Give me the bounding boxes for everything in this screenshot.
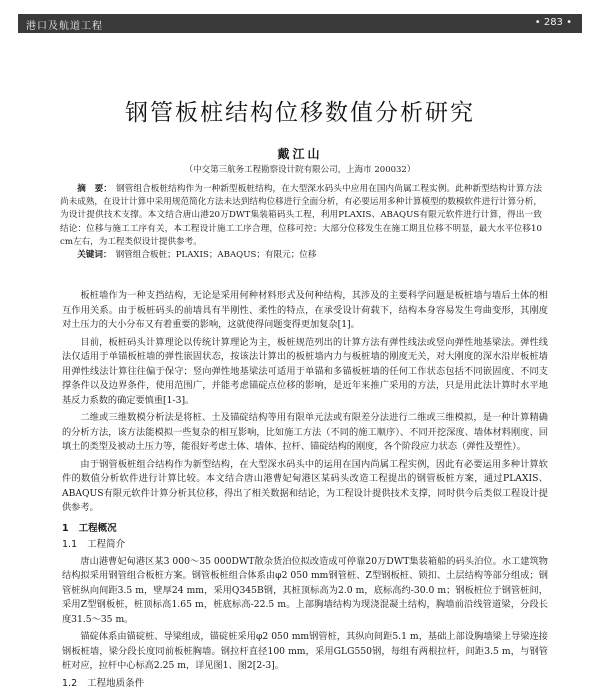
subsection-number: 1.1	[62, 539, 78, 550]
paragraph-project: 唐山港曹妃甸港区某3 000～35 000DWT散杂货泊位拟改造成可停靠20万DWT集装箱船的码头泊位。水工建筑物结构拟采用钢管组合板桩方案。钢管板桩组合体系由φ2 050 mm钢管桩、Z型钢板桩、锁扣、土层结构等部分组成；钢管桩纵向间距3.5 m，壁厚24 mm，采用Q345B钢，其桩顶标高为2.0 m，底标高约-30.0 m；钢板桩位于钢管桩间，采用Z型钢板桩，桩顶标高1.65 m，桩底标高-22.5 m。上部胸墙结构为现浇混凝土结构，胸墙前沿线管道梁，分段长度31.5～35 m。	[62, 555, 548, 625]
keywords-label: 关键词：	[77, 250, 112, 261]
keywords-line	[60, 249, 542, 262]
body-text	[62, 289, 548, 693]
section-title: 工程概况	[78, 522, 117, 534]
author-affiliation: （中交第三航务工程勘察设计院有限公司，上海市 200032）	[184, 165, 416, 175]
paragraph-numerical: 二维或三维数模分析法是将桩、土及锚碇结构等用有限单元法或有限差分法进行二维或三维模拟，是一种计算精确的分析方法，该方法能模拟一些复杂的相互影响，比如施工方法（不同的施工顺序）、不同开挖深度、墙体材料刚度、回填土的类型及被动土压力等，能很好考虑土体、墙体、拉杆、锚碇结构的刚度，各个阶段应力状态（弹性及塑性）。	[62, 412, 548, 452]
paragraph-anchor: 锚碇体系由锚碇桩、导梁组成，锚碇桩采用φ2 050 mm钢管桩，其纵向间距5.1 m，基础上部设胸墙梁上导梁连接钢板桩墙，梁分段长度同前板桩胸墙。钢拉杆直径100 mm，采用GLG550钢，每组有两根拉杆，间距3.5 m，与钢管桩对应，拉杆中心标高2.25 m，详见图1、图2[2-3]。	[62, 631, 548, 671]
paragraph-purpose: 由于钢管板桩组合结构作为新型结构，在大型深水码头中的运用在国内尚属工程实例，因此有必要运用多种计算软件的数值分析软件进行计算比较。本文结合唐山港曹妃甸港区某码头改造工程提出的钢管板桩方案，通过PLAXIS、ABAQUS有限元软件计算分析其位移，得出了相关数据和结论，为工程设计提供技术支撑，同时供今后类似工程设计提供参考。	[62, 458, 548, 513]
author-name: 戴江山	[277, 147, 323, 161]
page-number: • 283 •	[534, 17, 572, 28]
subsection-title: 工程地质条件	[87, 677, 145, 689]
journal-name: 港口及航道工程	[26, 21, 103, 32]
paragraph-intro: 板桩墙作为一种支挡结构，无论是采用何种材料形式及何种结构，其涉及的主要科学问题是板桩墙与墙后土体的相互作用关系。由于板桩码头的前墙具有半刚性、柔性的特点，在承受设计荷载下，结构本身容易发生弯曲变形，其刚度对土压力的大小分布又有着重要的影响，这就使得问题变得更加复杂[1]。	[62, 290, 548, 330]
abstract-block	[60, 183, 542, 262]
abstract-text: 钢管组合板桩结构作为一种新型板桩结构，在大型深水码头中应用在国内尚属工程实例。此种新型结构计算方法尚未成熟，在设计计算中采用规范简化方法未达到结构位移进行全面分析，有必要运用多种计算模型的数模软件进行计算分析，为设计提供技术支撑。本文结合唐山港20万DWT集装箱码头工程，利用PLAXIS、ABAQUS有限元软件进行计算，得出一致结论：位移与施工工序有关，本工程设计施工工序合理，位移可控；大部分位移发生在施工期且位移不明显，最大水平位移10 cm左右，为工程类似设计提供参考。	[60, 184, 542, 247]
subsection-heading	[62, 677, 548, 692]
section-heading	[62, 522, 548, 537]
abstract-label: 摘 要：	[77, 184, 112, 194]
keywords-text: 钢管组合板桩；PLAXIS；ABAQUS；有限元；位移	[115, 250, 317, 261]
paper-title: 钢管板桩结构位移数值分析研究	[125, 100, 475, 126]
paragraph-theory: 目前，板桩码头计算理论以传统计算理论为主，板桩规范列出的计算方法有弹性线法或竖向弹性地基梁法。弹性线法仅适用于单锚板桩墙的弹性嵌固状态，按该法计算出的板桩墙内力与板桩墙的刚度无关，对大刚度的深水沿岸板桩墙用弹性线法计算往往偏于保守；竖向弹性地基梁法可适用于单锚和多锚板桩墙的任何工作状态包括不同嵌固度、不同支撑条件以及边界条件，使用范围广，并能考虑锚碇点位移的影响，是近年来推广采用的方法，只是用此法计算时水平地基反力系数的确定要慎重[1-3]。	[62, 336, 548, 406]
running-header	[18, 14, 582, 33]
subsection-number: 1.2	[62, 677, 78, 689]
subsection-heading	[62, 538, 548, 553]
abstract-text-line	[60, 183, 542, 249]
section-number: 1	[62, 522, 69, 534]
subsection-title: 工程简介	[87, 539, 126, 550]
